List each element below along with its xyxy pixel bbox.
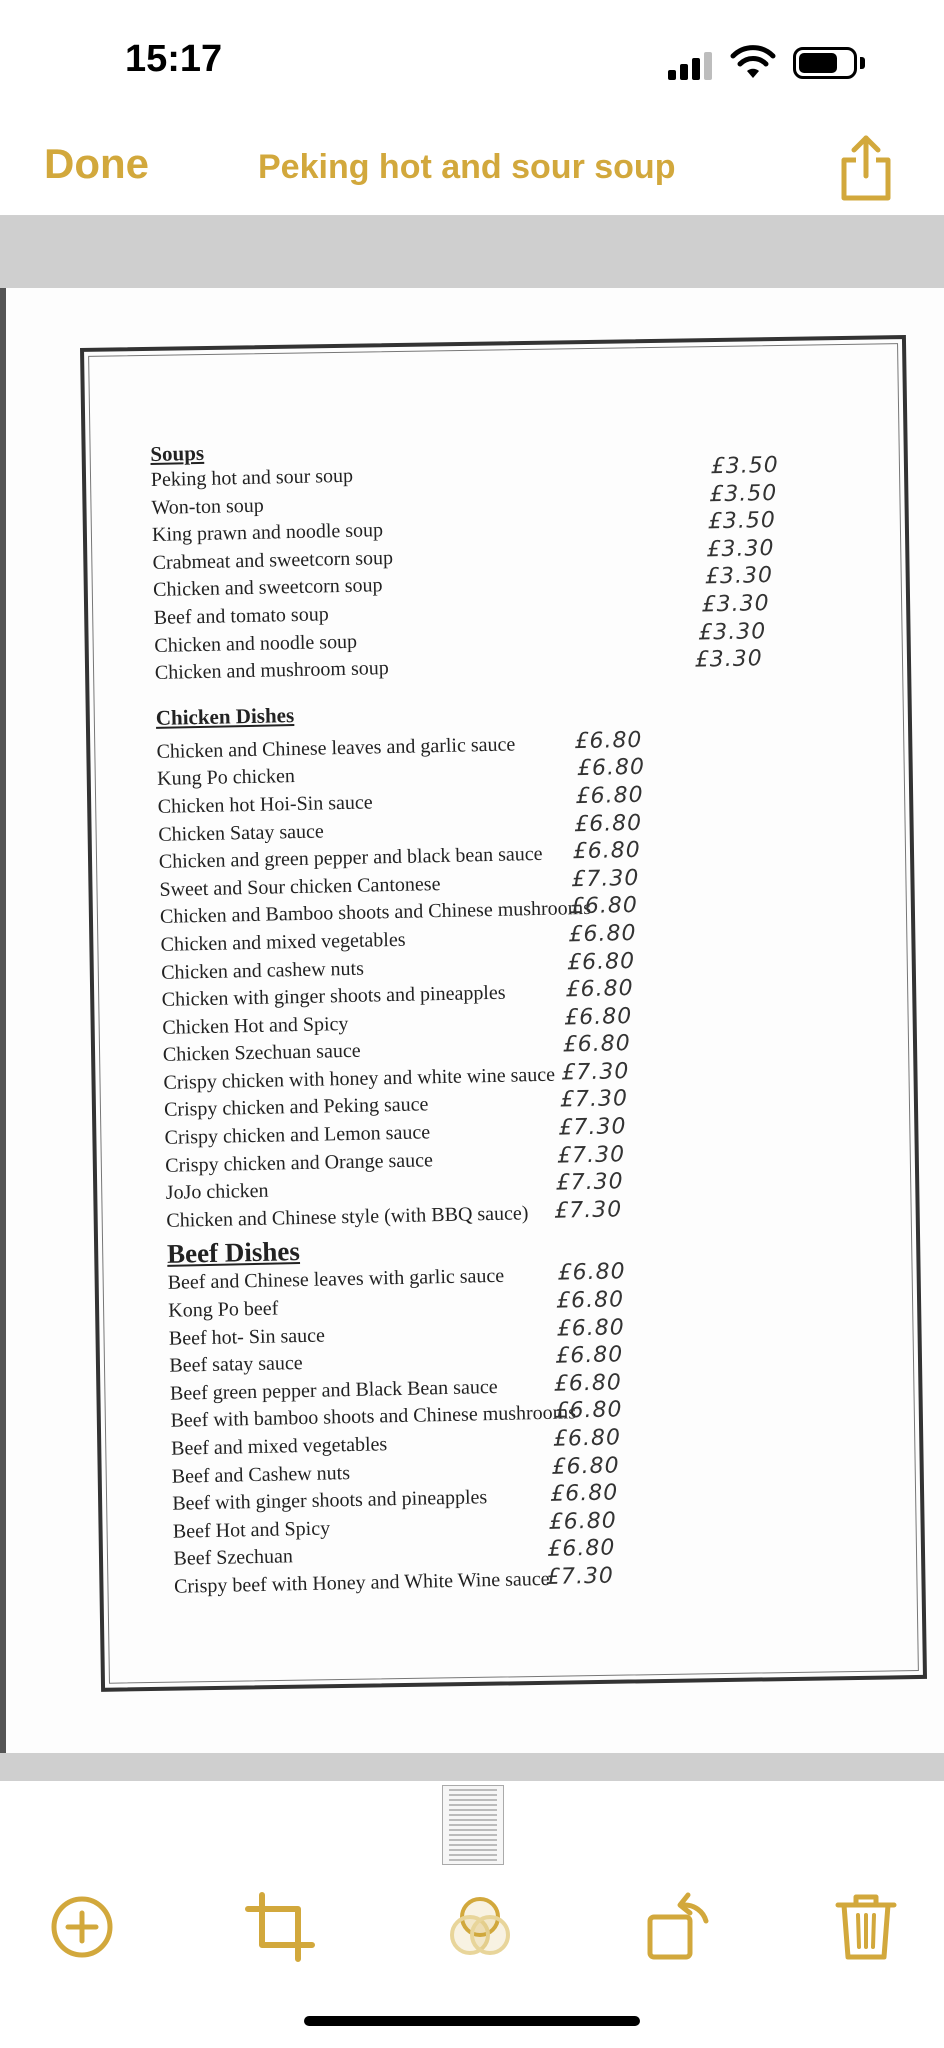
done-button[interactable]: Done [44,140,149,187]
menu-item-name: Chicken Satay sauce [158,819,324,846]
menu-item-price: £6.80 [549,1480,619,1508]
menu-item-name: Crispy chicken and Peking sauce [163,1093,429,1122]
wifi-icon [730,44,776,80]
soups-list [151,452,855,687]
document-viewer[interactable] [0,216,944,1781]
menu-item-name: Beef and Chinese leaves with garlic sauce [167,1265,505,1295]
section-title-chicken: Chicken Dishes [155,702,295,730]
menu-item-price: £6.80 [566,948,636,975]
scanned-page [0,288,944,1753]
menu-item-price: £6.80 [568,920,637,948]
filters-icon[interactable] [444,1891,516,1963]
menu-item-name: Chicken Szechuan sauce [162,1040,361,1067]
menu-item-price: £6.80 [552,1425,622,1452]
menu-item-name: Sweet and Sour chicken Cantonese [159,872,441,901]
menu-item-name: Chicken and mushroom soup [154,657,389,685]
thumbnail-strip [0,1781,944,1871]
menu-item-name: Beef Szechuan [173,1545,294,1571]
menu-item-price: £6.80 [572,837,641,865]
rotate-icon[interactable] [644,1891,716,1963]
chicken-list [156,724,866,1235]
menu-item-name: Beef hot- Sin sauce [168,1324,326,1350]
menu-item-name: Chicken and Chinese style (with BBQ sauce) [166,1202,529,1232]
menu-item-name: Beef with ginger shoots and pineapples [172,1486,488,1515]
menu-item-name: Crispy chicken and Orange sauce [165,1148,434,1177]
battery-cap [860,57,865,69]
status-bar [0,0,944,120]
menu-item-name: Chicken and mixed vegetables [160,928,406,956]
menu-item-price: £6.80 [562,1031,632,1058]
menu-item-name: Beef Hot and Spicy [172,1517,331,1543]
menu-item-name: Chicken Hot and Spicy [162,1012,349,1039]
menu-item-price: £6.80 [569,893,639,920]
menu-content [150,423,874,1601]
menu-item-name: Kung Po chicken [156,765,296,791]
menu-item-name: Crabmeat and sweetcorn soup [152,546,394,574]
menu-item-name: Chicken and Bamboo shoots and Chinese mushrooms [159,897,592,929]
menu-item-price: £6.80 [557,1259,626,1287]
section-title-beef: Beef Dishes [166,1236,301,1270]
menu-item-price: £6.80 [554,1397,623,1425]
menu-item-price: £6.80 [556,1314,625,1342]
menu-item-name: Peking hot and sour soup [150,464,354,491]
menu-item-price: £6.80 [575,782,644,810]
menu-item-price: £7.30 [554,1197,623,1224]
beef-list [167,1256,874,1602]
navigation-bar [0,120,944,216]
menu-item-price: £7.30 [545,1563,615,1590]
plus-circle-icon[interactable] [46,1891,118,1963]
menu-item-price: £3.30 [701,591,770,618]
page-thumbnail[interactable] [442,1785,504,1865]
menu-item-price: £3.50 [710,452,779,480]
menu-item-price: £6.80 [555,1342,624,1369]
menu-item-name: Chicken and green pepper and black bean sauce [158,842,543,874]
menu-item-price: £3.50 [709,480,778,507]
menu-item-price: £6.80 [553,1370,623,1397]
menu-item-price: £6.80 [563,1003,633,1031]
menu-item-price: £7.30 [571,865,640,892]
menu-item-name: Beef and mixed vegetables [170,1433,388,1460]
menu-item-name: Chicken with ginger shoots and pineapples [161,981,506,1011]
home-indicator[interactable] [304,2016,640,2026]
menu-item-price: £3.50 [707,508,777,535]
menu-item-name: Crispy chicken and Lemon sauce [164,1121,431,1149]
menu-item-price: £3.30 [706,535,775,563]
menu-item-price: £7.30 [561,1058,630,1086]
status-time: 15:17 [125,38,223,80]
menu-item-name: Chicken and sweetcorn soup [152,574,383,602]
menu-item-price: £6.80 [573,810,643,837]
menu-item-price: £6.80 [576,755,646,782]
menu-item-price: £6.80 [551,1452,620,1480]
menu-item-price: £7.30 [556,1141,626,1169]
menu-item-name: JoJo chicken [165,1179,269,1205]
menu-item-price: £6.80 [548,1508,618,1535]
menu-item-price: £3.30 [694,646,764,673]
menu-item-price: £7.30 [558,1114,627,1141]
menu-item-name: Beef green pepper and Black Bean sauce [169,1375,498,1405]
menu-item-price: £6.80 [547,1535,616,1563]
crop-icon[interactable] [244,1891,316,1963]
menu-item-name: Beef and tomato soup [153,603,329,629]
menu-item-price: £7.30 [555,1169,624,1196]
menu-item-name: Beef with bamboo shoots and Chinese mushrooms [170,1401,577,1433]
menu-item-name: Won-ton soup [151,494,264,519]
menu-item-price: £6.80 [574,727,643,754]
page-edge [0,288,6,1753]
trash-icon[interactable] [830,1891,902,1963]
document-title: Peking hot and sour soup [258,148,676,186]
menu-item-name: Beef satay sauce [169,1352,303,1378]
menu-item-price: £3.30 [704,563,774,590]
menu-item-name: Crispy beef with Honey and White Wine sauce [173,1567,550,1598]
menu-item-name: Chicken and noodle soup [154,630,358,657]
menu-item-price: £6.80 [565,976,634,1003]
menu-item-price: £6.80 [555,1287,625,1314]
menu-item-name: Chicken and cashew nuts [160,957,365,984]
section-title-soups: Soups [150,440,205,466]
share-icon[interactable] [836,132,896,204]
menu-item-price: £3.30 [697,618,767,646]
menu-item-name: Chicken hot Hoi-Sin sauce [157,791,373,818]
menu-item-name: Chicken and Chinese leaves and garlic sauce [156,733,516,763]
menu-item-name: Crispy chicken with honey and white wine sauce [163,1063,556,1094]
menu-item-name: King prawn and noodle soup [151,519,384,547]
menu-item-price: £7.30 [559,1086,629,1114]
cellular-signal-icon [668,50,716,80]
menu-item-name: Kong Po beef [168,1297,279,1322]
menu-item-name: Beef and Cashew nuts [171,1461,351,1488]
battery-icon [793,47,857,79]
